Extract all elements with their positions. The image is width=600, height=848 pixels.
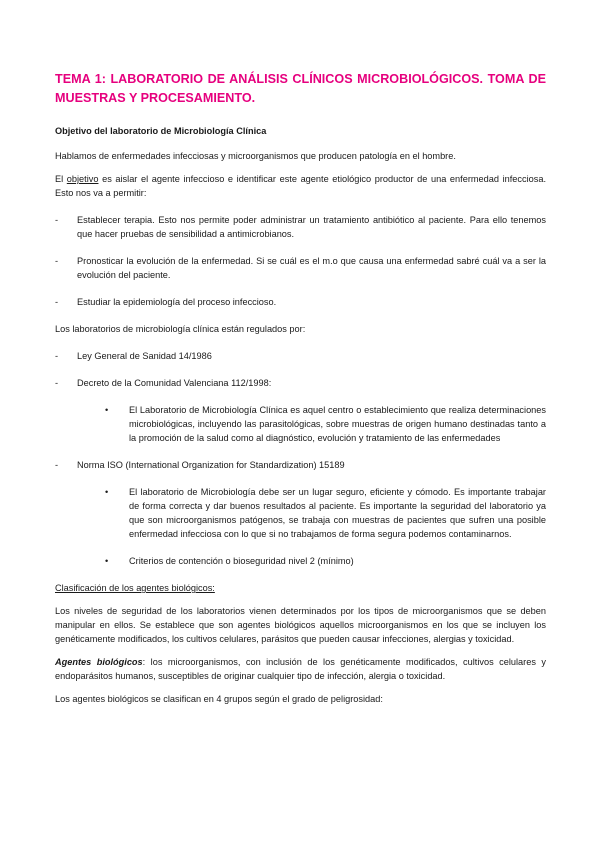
bullet-item-text: El Laboratorio de Microbiología Clínica es aquel centro o establecimiento que realiza determinaciones microbiológicas, incluyendo las parasitológicas, sobre muestras de origen humano destinadas tanto a la promoción de la salud como al diagnóstico, evolución y tratamiento de las enfermedades bbox=[129, 405, 546, 443]
bio-agents-term: Agentes biológicos bbox=[55, 657, 143, 667]
bullet-item bbox=[55, 403, 546, 445]
list-item-text: Decreto de la Comunidad Valenciana 112/1998: bbox=[77, 378, 272, 388]
list-item-text: Pronosticar la evolución de la enfermedad. Si se cuál es el m.o que causa una enfermedad sabré cuál va a ser la evolución del paciente. bbox=[77, 256, 546, 280]
objective-word: objetivo bbox=[66, 174, 99, 184]
list-item-text: Establecer terapia. Esto nos permite poder administrar un tratamiento antibiótico al paciente. Para ello tenemos que hacer pruebas de sensibilidad a antimicrobianos. bbox=[77, 215, 546, 239]
dash-marker: - bbox=[55, 351, 59, 361]
dash-marker: - bbox=[55, 215, 59, 225]
dash-marker: - bbox=[55, 256, 59, 266]
bullet-item bbox=[55, 554, 546, 568]
list-item bbox=[55, 213, 546, 241]
list-item bbox=[55, 458, 546, 472]
intro-paragraph: Hablamos de enfermedades infecciosas y microorganismos que producen patología en el hombre. bbox=[55, 151, 456, 161]
objective-rest: es aislar el agente infeccioso e identificar este agente etiológico productor de una enfermedad infecciosa. Esto nos va a permitir: bbox=[55, 174, 546, 198]
objective-heading: Objetivo del laboratorio de Microbiología Clínica bbox=[55, 126, 267, 136]
bullet-item-text: El laboratorio de Microbiología debe ser un lugar seguro, eficiente y cómodo. Es importante trabajar de forma correcta y dar buenos resultados al paciente. Es importante la seguridad del laboratorio ya que son microorganismos patógenos, se trabaja con muestras de pacientes que sufren una posible enfermedad infecciosa con lo que si no trabajamos de forma segura podemos contaminarnos. bbox=[129, 487, 546, 539]
objective-prefix: El bbox=[55, 174, 67, 184]
list-item-text: Estudiar la epidemiología del proceso infeccioso. bbox=[77, 297, 277, 307]
groups-line: Los agentes biológicos se clasifican en 4 grupos según el grado de peligrosidad: bbox=[55, 694, 383, 704]
dash-marker: - bbox=[55, 460, 59, 470]
classification-heading: Clasificación de los agentes biológicos: bbox=[55, 583, 215, 593]
bullet-marker: • bbox=[105, 405, 109, 415]
list-item bbox=[55, 295, 546, 309]
classification-paragraph: Los niveles de seguridad de los laboratorios vienen determinados por los tipos de microorganismos que se deben manipular en ellos. Se establece que son agentes biológicos aquellos microorganismos en los que se incluyen los genéticamente modificados, los cultivos celulares, parásitos que pueden causar infecciones, alergias y toxicidad. bbox=[55, 606, 546, 644]
bullet-item-text: Criterios de contención o bioseguridad nivel 2 (mínimo) bbox=[129, 556, 354, 566]
bio-agents-definition bbox=[55, 655, 546, 683]
objective-paragraph bbox=[55, 172, 546, 200]
bullet-marker: • bbox=[105, 487, 109, 497]
list-item bbox=[55, 376, 546, 390]
list-item bbox=[55, 254, 546, 282]
list-item bbox=[55, 349, 546, 363]
bullet-marker: • bbox=[105, 556, 109, 566]
page-title: TEMA 1: LABORATORIO DE ANÁLISIS CLÍNICOS MICROBIOLÓGICOS. TOMA DE MUESTRAS Y PROCESAMIENTO. bbox=[55, 72, 546, 105]
bio-agents-text: : los microorganismos, con inclusión de los genéticamente modificados, cultivos celulares y endoparásitos humanos, susceptibles de originar cualquier tipo de infección, alergia o toxicidad. bbox=[55, 657, 546, 681]
regulated-intro: Los laboratorios de microbiología clínica están regulados por: bbox=[55, 324, 306, 334]
list-item-text: Norma ISO (International Organization for Standardization) 15189 bbox=[77, 460, 345, 470]
bullet-item bbox=[55, 485, 546, 541]
document-page bbox=[55, 70, 546, 715]
list-item-text: Ley General de Sanidad 14/1986 bbox=[77, 351, 212, 361]
dash-marker: - bbox=[55, 297, 59, 307]
dash-marker: - bbox=[55, 378, 59, 388]
